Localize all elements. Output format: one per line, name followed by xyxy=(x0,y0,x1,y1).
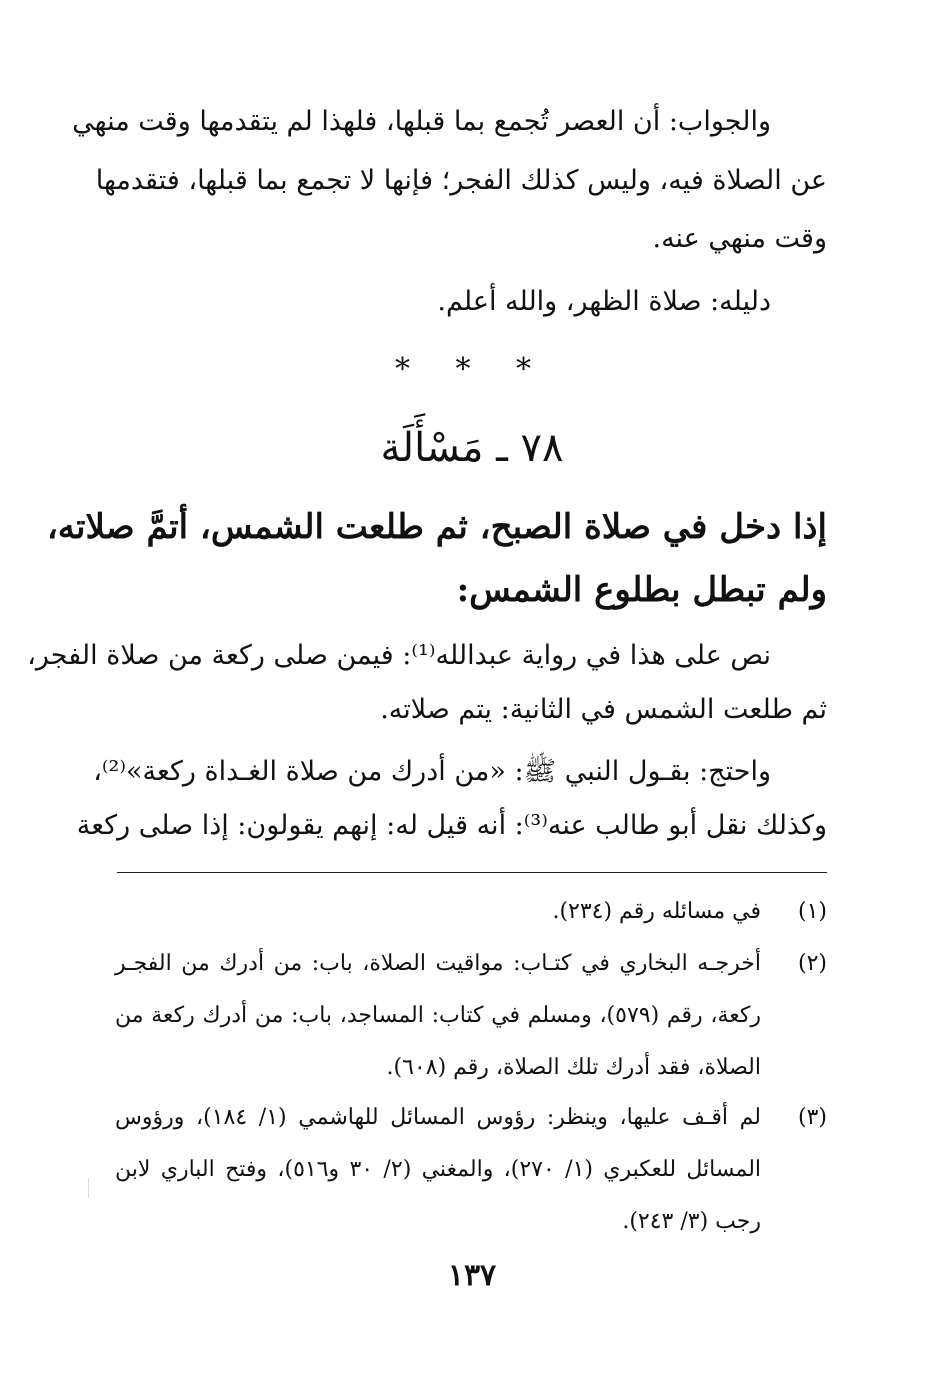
footnote-line: الصلاة، فقد أدرك تلك الصلاة، رقم (٦٠٨). xyxy=(386,1055,761,1080)
ruling-line: ولم تبطل بطلوع الشمس: xyxy=(456,570,827,610)
ruling-line: إذا دخل في صلاة الصبح، ثم طلعت الشمس، أتمَّ صلاته، xyxy=(46,507,827,547)
footnote-line: أخرجـه البخاري في كتـاب: مواقيت الصلاة، باب: من أدرك من الفجـر xyxy=(115,951,761,976)
text-line: وكذلك نقل أبو طالب عنه⁽³⁾: أنه قيل له: إنهم يقولون: إذا صلى ركعة xyxy=(76,810,827,841)
footnote-line: رجب (٣/ ٢٤٣). xyxy=(622,1209,761,1234)
text-line: واحتج: بقـول النبي ﷺ: «من أدرك من صلاة الغـداة ركعة»⁽²⁾، xyxy=(93,756,771,787)
text-line: ثم طلعت الشمس في الثانية: يتم صلاته. xyxy=(380,694,827,725)
page-number: ١٣٧ xyxy=(447,1258,497,1293)
section-heading: ٧٨ ـ مَسْأَلَة xyxy=(380,425,564,471)
footnote-number: (٢) xyxy=(797,951,827,976)
footnote-number: (٣) xyxy=(797,1105,827,1130)
footnote-line: المسائل للعكبري (١/ ٢٧٠)، والمغني (٢/ ٣٠ و٥١٦)، وفتح الباري لابن xyxy=(115,1157,762,1182)
footnote-line: ركعة، رقم (٥٧٩)، ومسلم في كتاب: المساجد، باب: من أدرك ركعة من xyxy=(115,1003,761,1028)
text-line: وقت منهي عنه. xyxy=(652,223,827,254)
text-line: نص على هذا في رواية عبدالله⁽¹⁾: فيمن صلى ركعة من صلاة الفجر، xyxy=(27,640,771,671)
text-line: والجواب: أن العصر تُجمع بما قبلها، فلهذا لم يتقدمها وقت منهي xyxy=(72,106,771,137)
footnote-number: (١) xyxy=(797,899,827,924)
text-line: عن الصلاة فيه، وليس كذلك الفجر؛ فإنها لا تجمع بما قبلها، فتقدمها xyxy=(95,165,827,196)
footnote-rule xyxy=(117,872,827,873)
scan-mark xyxy=(88,1178,89,1198)
text-line: دليله: صلاة الظهر، والله أعلم. xyxy=(437,286,771,317)
footnote-line: لم أقـف عليها، وينظر: رؤوس المسائل للهاشمي (١/ ١٨٤)، ورؤوس xyxy=(115,1105,761,1130)
footnote-line: في مسائله رقم (٢٣٤). xyxy=(552,899,761,924)
section-separator: * * * xyxy=(394,352,550,387)
